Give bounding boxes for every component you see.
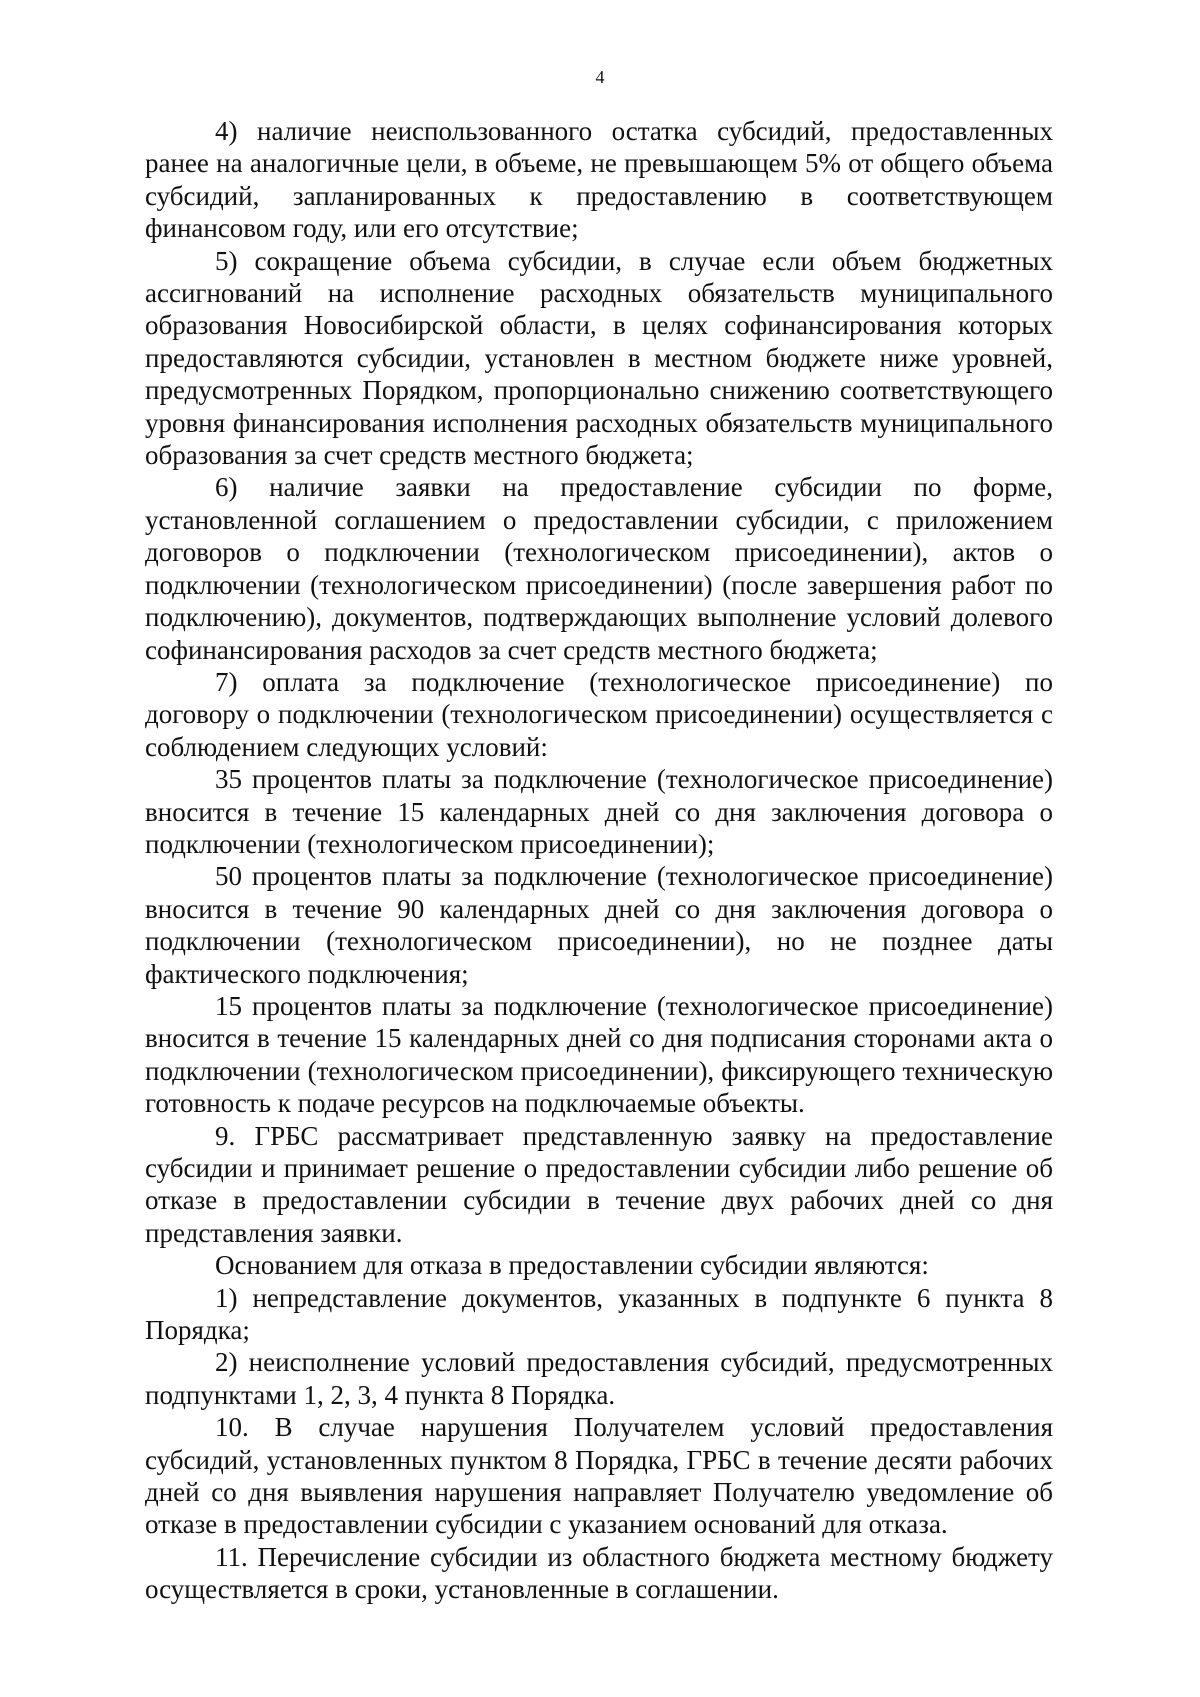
paragraph-item-11: 11. Перечисление субсидии из областного бюджета местному бюджету осуществляется в сроки, установленные в соглашении. xyxy=(145,1541,1053,1605)
paragraph-refusal-ground-1: 1) непредставление документов, указанных в подпункте 6 пункта 8 Порядка; xyxy=(145,1282,1053,1346)
paragraph-subitem-7: 7) оплата за подключение (технологическое присоединение) по договору о подключении (технологическом присоединении) осуществляется с соблюдением следующих условий: xyxy=(145,666,1053,762)
paragraph-subitem-4: 4) наличие неиспользованного остатка субсидий, предоставленных ранее на аналогичные цели, в объеме, не превышающем 5% от общего объема субсидий, запланированных к предоставлению в соответствующем финансовом году, или его отсутствие; xyxy=(145,116,1053,244)
paragraph-refusal-grounds-intro: Основанием для отказа в предоставлении субсидии являются: xyxy=(215,1250,929,1281)
paragraph-item-9: 9. ГРБС рассматривает представленную заявку на предоставление субсидии и принимает решение о предоставлении субсидии либо решение об отказе в предоставлении субсидии в течение двух рабочих дней со дня представления заявки. xyxy=(145,1120,1053,1248)
paragraph-item-10: 10. В случае нарушения Получателем условий предоставления субсидий, установленных пунктом 8 Порядка, ГРБС в течение десяти рабочих дней со дня выявления нарушения направляет Получателю уведомление об отказе в предоставлении субсидии с указанием оснований для отказа. xyxy=(145,1412,1053,1540)
paragraph-payment-35-percent: 35 процентов платы за подключение (технологическое присоединение) вносится в течение 15 календарных дней со дня заключения договора о подключении (технологическом присоединении); xyxy=(145,764,1053,859)
document-body xyxy=(145,115,1053,1606)
paragraph-subitem-6: 6) наличие заявки на предоставление субсидии по форме, установленной соглашением о предоставлении субсидии, с приложением договоров о подключении (технологическом присоединении), актов о подключении (технологическом присоединении) (после завершения работ по подключению), документов, подтверждающих выполнение условий долевого софинансирования расходов за счет средств местного бюджета; xyxy=(145,472,1053,665)
paragraph-refusal-ground-2: 2) неисполнение условий предоставления субсидий, предусмотренных подпунктами 1, 2, 3, 4 пункта 8 Порядка. xyxy=(145,1347,1053,1410)
paragraph-payment-15-percent: 15 процентов платы за подключение (технологическое присоединение) вносится в течение 15 календарных дней со дня подписания сторонами акта о подключении (технологическом присоединении), фиксирующего техническую готовность к подаче ресурсов на подключаемые объекты. xyxy=(145,990,1053,1119)
page-number: 4 xyxy=(595,67,605,87)
paragraph-payment-50-percent: 50 процентов платы за подключение (технологическое присоединение) вносится в течение 90 календарных дней со дня заключения договора о подключении (технологическом присоединении), но не позднее даты фактического подключения; xyxy=(145,861,1053,989)
paragraph-subitem-5: 5) сокращение объема субсидии, в случае если объем бюджетных ассигнований на исполнение расходных обязательств муниципального образования Новосибирской области, в целях софинансирования которых предоставляются субсидии, установлен в местном бюджете ниже уровней, предусмотренных Порядком, пропорционально снижению соответствующего уровня финансирования исполнения расходных обязательств муниципального образования за счет средств местного бюджета; xyxy=(145,245,1053,471)
